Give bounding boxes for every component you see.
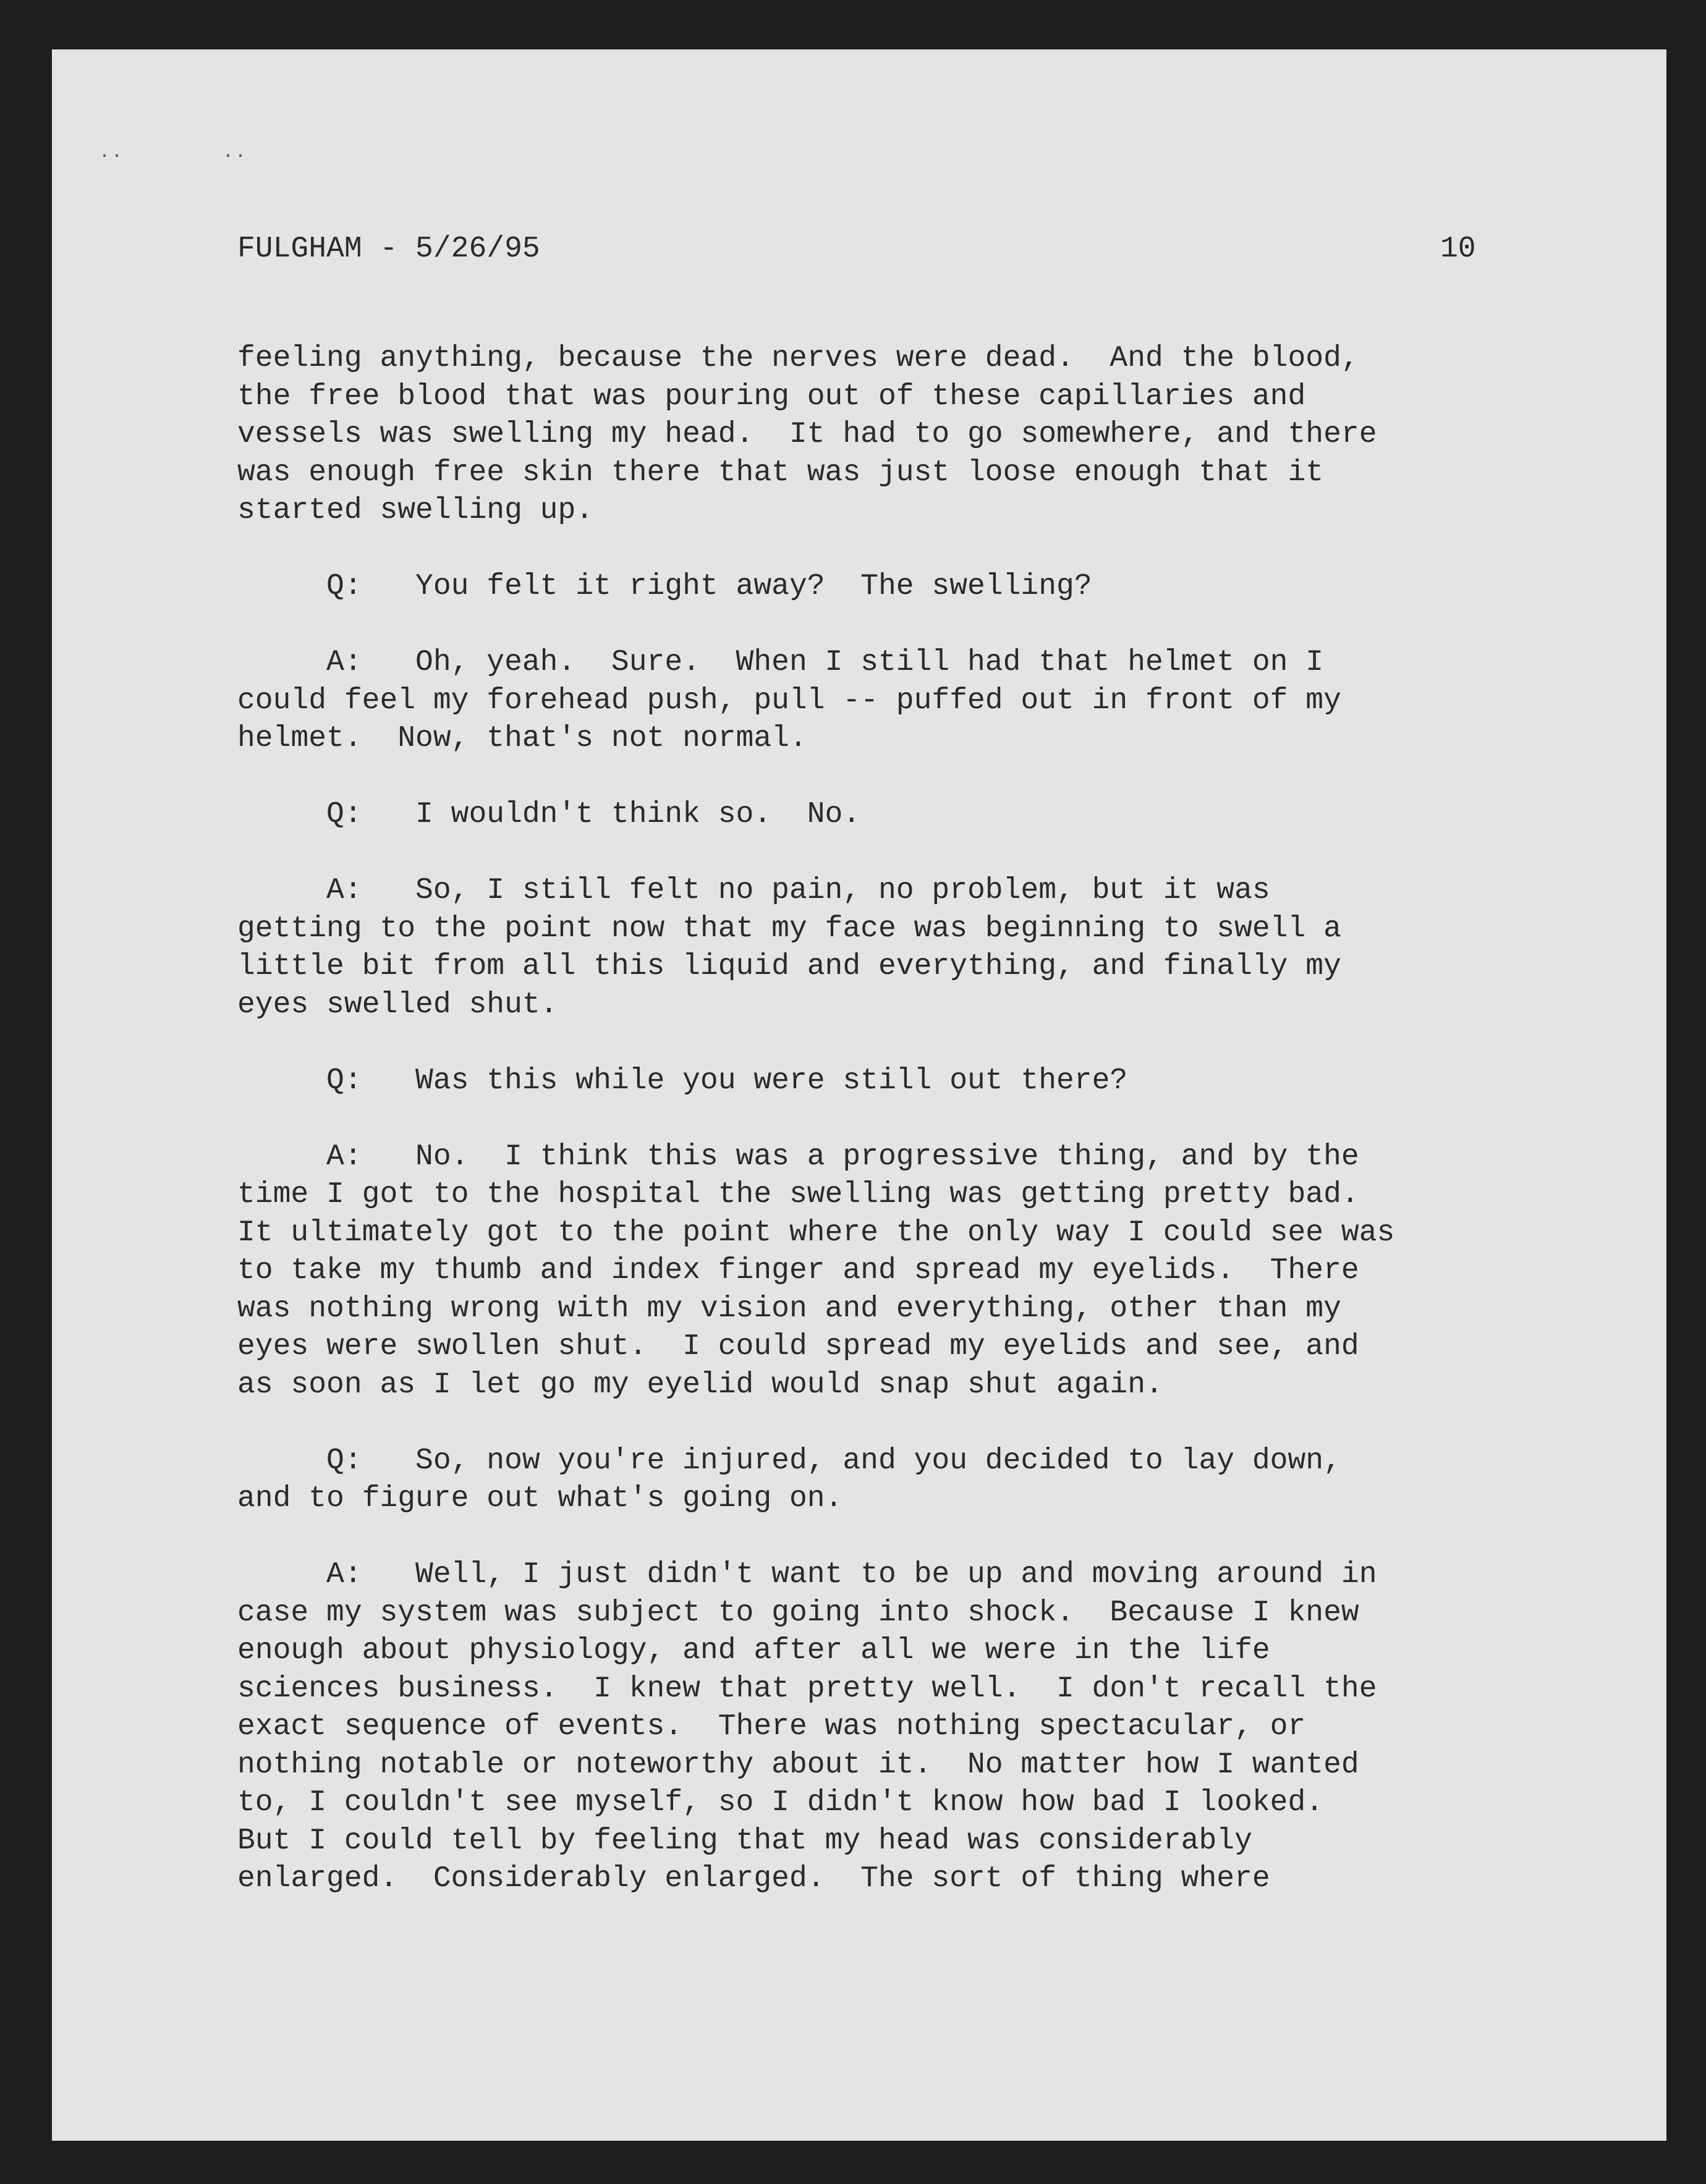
- transcript-line: as soon as I let go my eyelid would snap shut again.: [237, 1368, 1163, 1402]
- transcript-line: feeling anything, because the nerves were dead. And the blood,: [237, 342, 1359, 375]
- transcript-paragraph: [237, 1138, 1511, 1405]
- transcript-line: was enough free skin there that was just loose enough that it: [237, 455, 1324, 489]
- transcript-paragraph: [237, 872, 1511, 1024]
- transcript-body: [237, 340, 1511, 1936]
- transcript-line: helmet. Now, that's not normal.: [237, 722, 807, 755]
- transcript-line: to, I couldn't see myself, so I didn't know how bad I looked.: [237, 1786, 1324, 1819]
- transcript-line: Q: Was this while you were still out there?: [237, 1064, 1128, 1098]
- transcript-line: eyes swelled shut.: [237, 988, 558, 1022]
- speck-mark: ..: [99, 142, 124, 163]
- transcript-line: A: Oh, yeah. Sure. When I still had that helmet on I: [237, 646, 1324, 679]
- transcript-line: the free blood that was pouring out of these capillaries and: [237, 379, 1306, 413]
- transcript-line: could feel my forehead push, pull -- puffed out in front of my: [237, 684, 1341, 717]
- transcript-line: But I could tell by feeling that my head was considerably: [237, 1824, 1252, 1858]
- transcript-line: started swelling up.: [237, 494, 594, 527]
- transcript-line: A: No. I think this was a progressive thing, and by the: [237, 1140, 1359, 1174]
- speck-mark: ..: [223, 142, 248, 163]
- transcript-line: A: Well, I just didn't want to be up and moving around in: [237, 1558, 1377, 1591]
- transcript-line: It ultimately got to the point where the only way I could see was: [237, 1216, 1395, 1250]
- transcript-paragraph: [237, 340, 1511, 530]
- page-number: 10: [1440, 232, 1476, 266]
- transcript-line: little bit from all this liquid and everything, and finally my: [237, 950, 1341, 983]
- transcript-paragraph: [237, 1556, 1511, 1898]
- transcript-line: A: So, I still felt no pain, no problem, but it was: [237, 874, 1270, 907]
- transcript-line: was nothing wrong with my vision and everything, other than my: [237, 1292, 1341, 1326]
- transcript-paragraph: [237, 568, 1511, 606]
- transcript-line: time I got to the hospital the swelling was getting pretty bad.: [237, 1178, 1359, 1211]
- transcript-line: vessels was swelling my head. It had to go somewhere, and there: [237, 418, 1377, 451]
- transcript-line: enough about physiology, and after all we were in the life: [237, 1634, 1270, 1667]
- transcript-line: Q: So, now you're injured, and you decided to lay down,: [237, 1444, 1341, 1478]
- transcript-paragraph: [237, 1062, 1511, 1101]
- transcript-line: Q: You felt it right away? The swelling?: [237, 570, 1092, 603]
- page-header-title: FULGHAM - 5/26/95: [237, 232, 540, 266]
- transcript-line: nothing notable or noteworthy about it. No matter how I wanted: [237, 1748, 1359, 1782]
- transcript-line: and to figure out what's going on.: [237, 1482, 843, 1515]
- transcript-line: case my system was subject to going into shock. Because I knew: [237, 1596, 1359, 1630]
- transcript-line: enlarged. Considerably enlarged. The sort of thing where: [237, 1862, 1270, 1895]
- transcript-paragraph: [237, 644, 1511, 758]
- scan-specks: [99, 142, 334, 163]
- transcript-line: exact sequence of events. There was nothing spectacular, or: [237, 1710, 1306, 1743]
- transcript-line: eyes were swollen shut. I could spread my eyelids and see, and: [237, 1330, 1359, 1363]
- transcript-line: getting to the point now that my face was beginning to swell a: [237, 912, 1341, 946]
- transcript-paragraph: [237, 1442, 1511, 1518]
- transcript-line: sciences business. I knew that pretty well. I don't recall the: [237, 1672, 1377, 1706]
- transcript-line: to take my thumb and index finger and spread my eyelids. There: [237, 1254, 1359, 1287]
- transcript-line: Q: I wouldn't think so. No.: [237, 798, 861, 831]
- transcript-paragraph: [237, 796, 1511, 834]
